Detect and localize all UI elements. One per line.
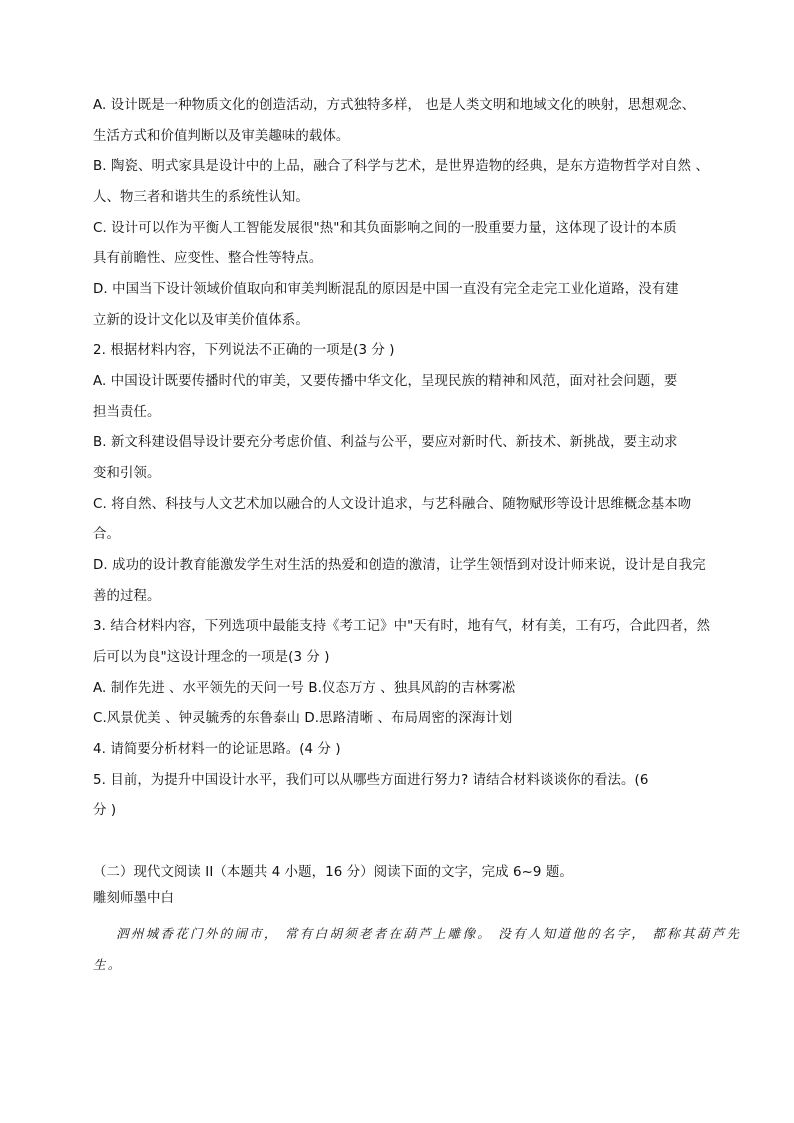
text-line-1: A. 设计既是一种物质文化的创造活动，方式独特多样， 也是人类文明和地域文化的映射，思想观念、 [93, 98, 696, 113]
text-line-19: 后可以为良"这设计理念的一项是(3 分 ) [93, 650, 330, 665]
question-4: 4. 请简要分析材料一的论证思路。(4 分 ) [93, 742, 341, 757]
text-line-6: 具有前瞻性、应变性、整合性等特点。 [93, 251, 323, 266]
text-line-4: 人、物三者和谐共生的系统性认知。 [93, 190, 309, 205]
text-line-13: 变和引领。 [93, 466, 161, 481]
text-line-17: 善的过程。 [93, 589, 161, 604]
text-line-8: 立新的设计文化以及审美价值体系。 [93, 313, 309, 328]
article-title: 雕刻师墨中白 [93, 891, 174, 906]
text-line-11: 担当责任。 [93, 405, 161, 420]
text-line-2: 生活方式和价值判断以及审美趣味的载体。 [93, 129, 350, 144]
article-paragraph-line-2: 生。 [93, 957, 123, 972]
text-line-24: 分 ) [93, 803, 117, 818]
text-line-7: D. 中国当下设计领域价值取向和审美判断混乱的原因是中国一直没有完全走完工业化道路，没有建 [93, 282, 679, 297]
text-line-5: C. 设计可以作为平衡人工智能发展很"热"和其负面影响之间的一股重要力量，这体现了设计的本质 [93, 221, 677, 236]
text-line-3: B. 陶瓷、明式家具是设计中的上品，融合了科学与艺术，是世界造物的经典，是东方造物哲学对自然 、 [93, 159, 709, 174]
text-line-15: 合。 [93, 527, 120, 542]
text-line-21: C.风景优美 、钟灵毓秀的东鲁泰山 D.思路清晰 、布局周密的深海计划 [93, 711, 513, 726]
text-line-16: D. 成功的设计教育能激发学生对生活的热爱和创造的激清，让学生领悟到对设计师来说，设计是自我完 [93, 558, 706, 573]
question-3: 3. 结合材料内容，下列选项中最能支持《考工记》中"天有时，地有气，材有美，工有巧，合此四者，然 [93, 619, 711, 634]
article-paragraph-line-1: 泗州城香花门外的闹市， 常有白胡须老者在葫芦上雕像。 没有人知道他的名字， 都称其葫芦先 [116, 926, 742, 941]
question-5: 5. 目前，为提升中国设计水平，我们可以从哪些方面进行努力? 请结合材料谈谈你的看法。(6 [93, 773, 649, 788]
text-line-14: C. 将自然、科技与人文艺术加以融合的人文设计追求，与艺科融合、随物赋形等设计思维概念基本吻 [93, 497, 692, 512]
question-2: 2. 根据材料内容，下列说法不正确的一项是(3 分 ) [93, 343, 395, 358]
text-line-12: B. 新文科建设倡导设计要充分考虑价值、利益与公平，要应对新时代、新技术、新挑战，要主动求 [93, 435, 678, 450]
text-line-10: A. 中国设计既要传播时代的审美，又要传播中华文化，呈现民族的精神和风范，面对社会问题，要 [93, 374, 678, 389]
section-heading: （二）现代文阅读 II（本题共 4 小题，16 分）阅读下面的文字，完成 6~9 题。 [93, 865, 573, 880]
text-line-20: A. 制作先进 、水平领先的天问一号 B.仪态万方 、独具风韵的吉林雾凇 [93, 681, 516, 696]
